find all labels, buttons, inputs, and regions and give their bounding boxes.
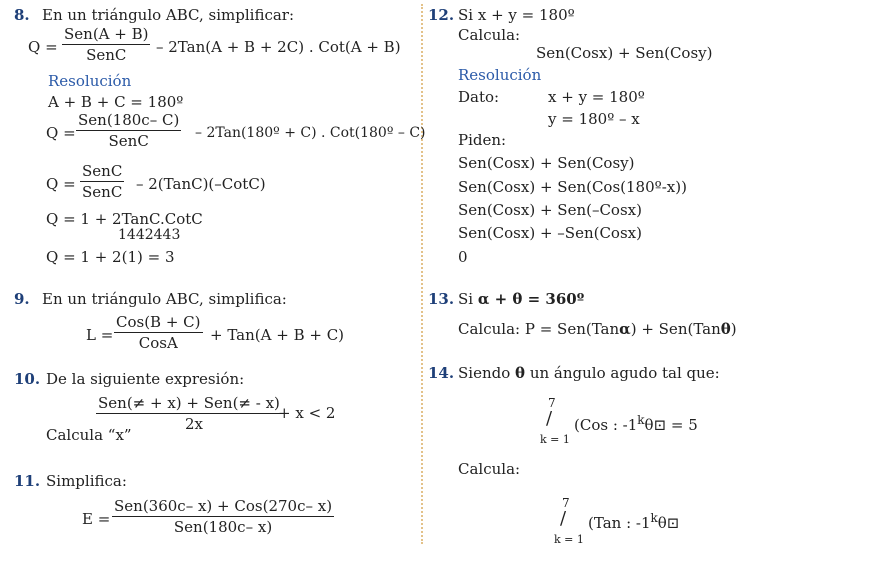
- p8-resolucion-heading: Resolución: [48, 72, 132, 90]
- problem-11-statement: Simplifica:: [46, 472, 127, 490]
- p8-line-2-denominator: SenC: [108, 132, 149, 150]
- p14-sum-1-sup: k: [637, 413, 645, 427]
- p14-statement-pre: Siendo: [458, 364, 511, 382]
- p14-statement-theta: θ: [515, 364, 526, 382]
- problem-10-statement: De la siguiente expresión:: [46, 370, 245, 388]
- p13-statement-equation: α + θ = 360º: [477, 290, 585, 308]
- p13-calcula-end: ): [730, 320, 737, 338]
- p9-l-rest: + Tan(A + B + C): [210, 326, 345, 344]
- problem-14-number: 14.: [428, 364, 455, 382]
- p8-line-3-fraction: [80, 164, 124, 200]
- p14-calcula: Calcula:: [458, 460, 521, 478]
- problem-9-number: 9.: [14, 290, 30, 308]
- p14-sum-1-upper: 7: [548, 396, 556, 410]
- p10-rest: + x < 2: [278, 404, 336, 422]
- problem-9-statement: En un triángulo ABC, simplifica:: [42, 290, 287, 308]
- p10-calcula: Calcula “x”: [46, 426, 132, 444]
- p13-calcula-mid: ) + Sen(Tan: [630, 320, 721, 338]
- p8-q-denominator: SenC: [86, 46, 127, 64]
- p8-line-2-label: Q =: [46, 124, 76, 142]
- p13-statement-pre: Si: [458, 290, 474, 308]
- p14-statement: [458, 366, 720, 381]
- column-divider: [421, 4, 423, 544]
- p12-calcula: Calcula:: [458, 26, 521, 44]
- p12-piden: Piden:: [458, 131, 507, 149]
- p11-e-denominator: Sen(180c– x): [173, 518, 273, 536]
- p8-line-3-label: Q =: [46, 175, 76, 193]
- p12-step-3: Sen(Cosx) + Sen(–Cosx): [458, 201, 642, 219]
- p13-calcula: [458, 322, 737, 337]
- problem-13-number: 13.: [428, 290, 455, 308]
- p11-e-numerator: Sen(360c– x) + Cos(270c– x): [114, 497, 333, 515]
- p8-q-label: Q =: [28, 38, 58, 56]
- p8-line-5: Q = 1 + 2(1) = 3: [46, 248, 175, 266]
- p14-sum-2-lower: k = 1: [554, 533, 584, 546]
- problem-12-number: 12.: [428, 6, 455, 24]
- p14-sum-2-tail: θ⊡: [657, 514, 680, 532]
- p14-sum-2-symbol: /: [560, 508, 567, 529]
- problem-12-statement: Si x + y = 180º: [458, 6, 575, 24]
- p9-l-numerator: Cos(B + C): [116, 313, 201, 331]
- problem-10-number: 10.: [14, 370, 41, 388]
- p10-denominator: 2x: [184, 415, 203, 433]
- p14-sum-1-symbol: /: [546, 408, 553, 429]
- p14-sum-1-lower: k = 1: [540, 433, 570, 446]
- p13-statement: [458, 292, 584, 307]
- p14-statement-post: un ángulo agudo tal que:: [529, 364, 720, 382]
- problem-8-number: 8.: [14, 6, 30, 24]
- problem-8-statement: En un triángulo ABC, simplificar:: [42, 6, 295, 24]
- p8-q-numerator: Sen(A + B): [64, 25, 149, 43]
- p14-sum-2-upper: 7: [562, 496, 570, 510]
- p14-sum-1-tail: θ⊡ = 5: [644, 416, 698, 434]
- p8-line-4-brace: 1442443: [118, 227, 181, 243]
- p8-line-3-rest: – 2(TanC)(–CotC): [136, 175, 266, 193]
- p12-dato-label: Dato:: [458, 88, 500, 106]
- p8-line-2-rest: – 2Tan(180º + C) . Cot(180º – C): [195, 125, 426, 141]
- p12-step-1: Sen(Cosx) + Sen(Cosy): [458, 154, 635, 172]
- p9-l-label: L =: [86, 326, 114, 344]
- p10-numerator: Sen(≠ + x) + Sen(≠ - x): [98, 394, 280, 412]
- p14-sum-2-expr: (Tan : -1: [588, 514, 651, 532]
- p12-result: 0: [458, 248, 468, 266]
- p14-sum-1-expression: [574, 414, 698, 433]
- p14-sum-2-sup: k: [650, 511, 658, 525]
- p13-calcula-pre: Calcula: P = Sen(Tan: [458, 320, 620, 338]
- p9-l-fraction: [114, 315, 203, 351]
- p14-sum-2-expression: [588, 512, 679, 531]
- p13-alpha: α: [619, 320, 631, 338]
- p8-q-fraction: [62, 27, 150, 63]
- p11-e-fraction: [112, 499, 334, 535]
- p8-line-2-fraction: [76, 113, 181, 149]
- problem-11-number: 11.: [14, 472, 41, 490]
- p11-e-label: E =: [82, 510, 111, 528]
- p8-q-rest: – 2Tan(A + B + 2C) . Cot(A + B): [156, 38, 401, 56]
- p8-line-2-numerator: Sen(180c– C): [78, 111, 180, 129]
- p12-step-2: Sen(Cosx) + Sen(Cos(180º-x)): [458, 178, 687, 196]
- p12-dato-1: x + y = 180º: [548, 88, 645, 106]
- p8-line-3-numerator: SenC: [82, 162, 123, 180]
- p14-sum-1-expr: (Cos : -1: [574, 416, 638, 434]
- p8-line-3-denominator: SenC: [82, 183, 123, 201]
- p13-theta: θ: [720, 320, 731, 338]
- p8-line-4: Q = 1 + 2TanC.CotC: [46, 210, 203, 228]
- p12-expression: Sen(Cosx) + Sen(Cosy): [536, 44, 713, 62]
- p8-line-1: A + B + C = 180º: [48, 93, 184, 111]
- p9-l-denominator: CosA: [138, 334, 178, 352]
- p12-dato-2: y = 180º – x: [548, 110, 640, 128]
- p12-resolucion-heading: Resolución: [458, 66, 542, 84]
- p12-step-4: Sen(Cosx) + –Sen(Cosx): [458, 224, 642, 242]
